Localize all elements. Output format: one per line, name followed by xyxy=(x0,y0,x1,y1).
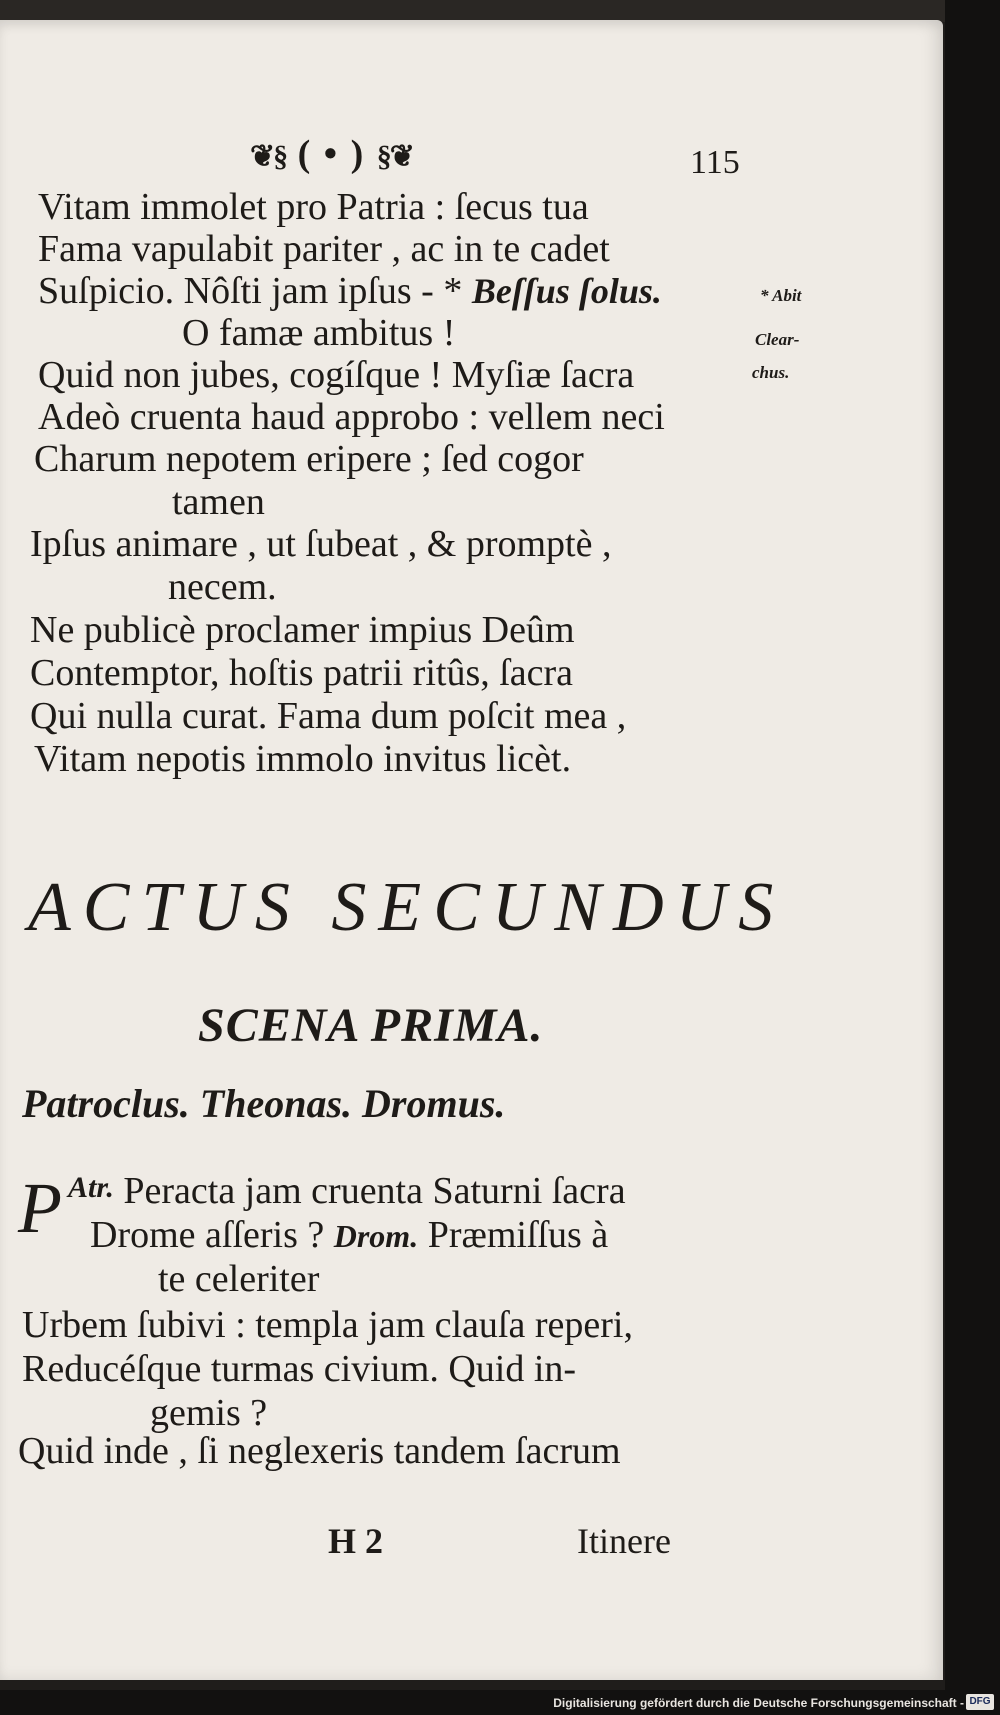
page-number: 115 xyxy=(690,144,740,181)
footer-credit: Digitalisierung gefördert durch die Deutsche Forschungsgemeinschaft - xyxy=(553,1696,964,1710)
book-page xyxy=(0,20,943,1680)
text-line: O famæ ambitus ! xyxy=(182,312,456,354)
ornament-right-icon: §❦ xyxy=(376,140,413,173)
drop-capital: P xyxy=(18,1168,62,1248)
act-title: ACTUS SECUNDUS xyxy=(28,869,786,946)
digitization-footer xyxy=(0,1690,1000,1715)
stage-direction: Beſſus ſolus. xyxy=(471,271,662,311)
margin-note-line: Clear- xyxy=(755,330,800,349)
page-header-ornament xyxy=(250,132,413,176)
text-line: gemis ? xyxy=(150,1392,268,1434)
text-line: Quid non jubes, cogíſque ! Myſiæ ſacra xyxy=(38,354,635,396)
text-line-part: Præmiſſus à xyxy=(427,1214,609,1256)
text-line xyxy=(38,272,662,310)
text-line: Charum nepotem eripere ; ſed cogor xyxy=(34,438,584,480)
text-line: Qui nulla curat. Fama dum poſcit mea , xyxy=(30,695,627,737)
text-line: Quid inde , ſi neglexeris tandem ſacrum xyxy=(18,1430,621,1472)
speaker-label: Atr. xyxy=(68,1171,114,1204)
scene-title: SCENA PRIMA. xyxy=(198,999,544,1052)
text-line: Ipſus animare , ut ſubeat , & promptè , xyxy=(30,523,612,565)
text-line: Fama vapulabit pariter , ac in te cadet xyxy=(38,228,610,270)
dramatis-personae: Patroclus. Theonas. Dromus. xyxy=(22,1081,506,1126)
text-line: Reducéſque turmas civium. Quid in- xyxy=(22,1348,577,1390)
margin-note-line: chus. xyxy=(752,363,790,382)
text-line-part: Drome aſſeris ? xyxy=(90,1214,325,1256)
speaker-label: Drom. xyxy=(333,1218,419,1254)
text-line: Adeò cruenta haud approbo : vellem neci xyxy=(38,396,665,438)
text-line xyxy=(90,1216,608,1254)
text-line: Vitam nepotis immolo invitus licèt. xyxy=(34,738,572,780)
scan-background-top xyxy=(0,0,1000,22)
text-line: Urbem ſubivi : templa jam clauſa reperi, xyxy=(22,1304,633,1346)
text-line: Vitam immolet pro Patria : ſecus tua xyxy=(38,186,589,228)
scan-background-right xyxy=(945,0,1000,1690)
text-line: te celeriter xyxy=(158,1258,320,1300)
text-line: necem. xyxy=(168,566,277,608)
catchword: Itinere xyxy=(577,1521,671,1561)
margin-note-line: * Abit xyxy=(760,286,802,305)
text-line: Contemptor, hoſtis patrii ritûs, ſacra xyxy=(30,652,574,694)
ornament-left-icon: ❦§ xyxy=(250,140,287,173)
text-line xyxy=(68,1172,626,1210)
text-line-part: Peracta jam cruenta Saturni ſacra xyxy=(123,1170,626,1212)
text-line-part: Suſpicio. Nôſti jam ipſus - * xyxy=(38,270,463,312)
text-line: Ne publicè proclamer impius Deûm xyxy=(30,609,575,651)
text-line: tamen xyxy=(172,481,265,523)
header-center: ( • ) xyxy=(297,133,366,175)
dfg-logo-icon: DFG xyxy=(966,1694,994,1710)
signature-mark: H 2 xyxy=(328,1521,384,1561)
